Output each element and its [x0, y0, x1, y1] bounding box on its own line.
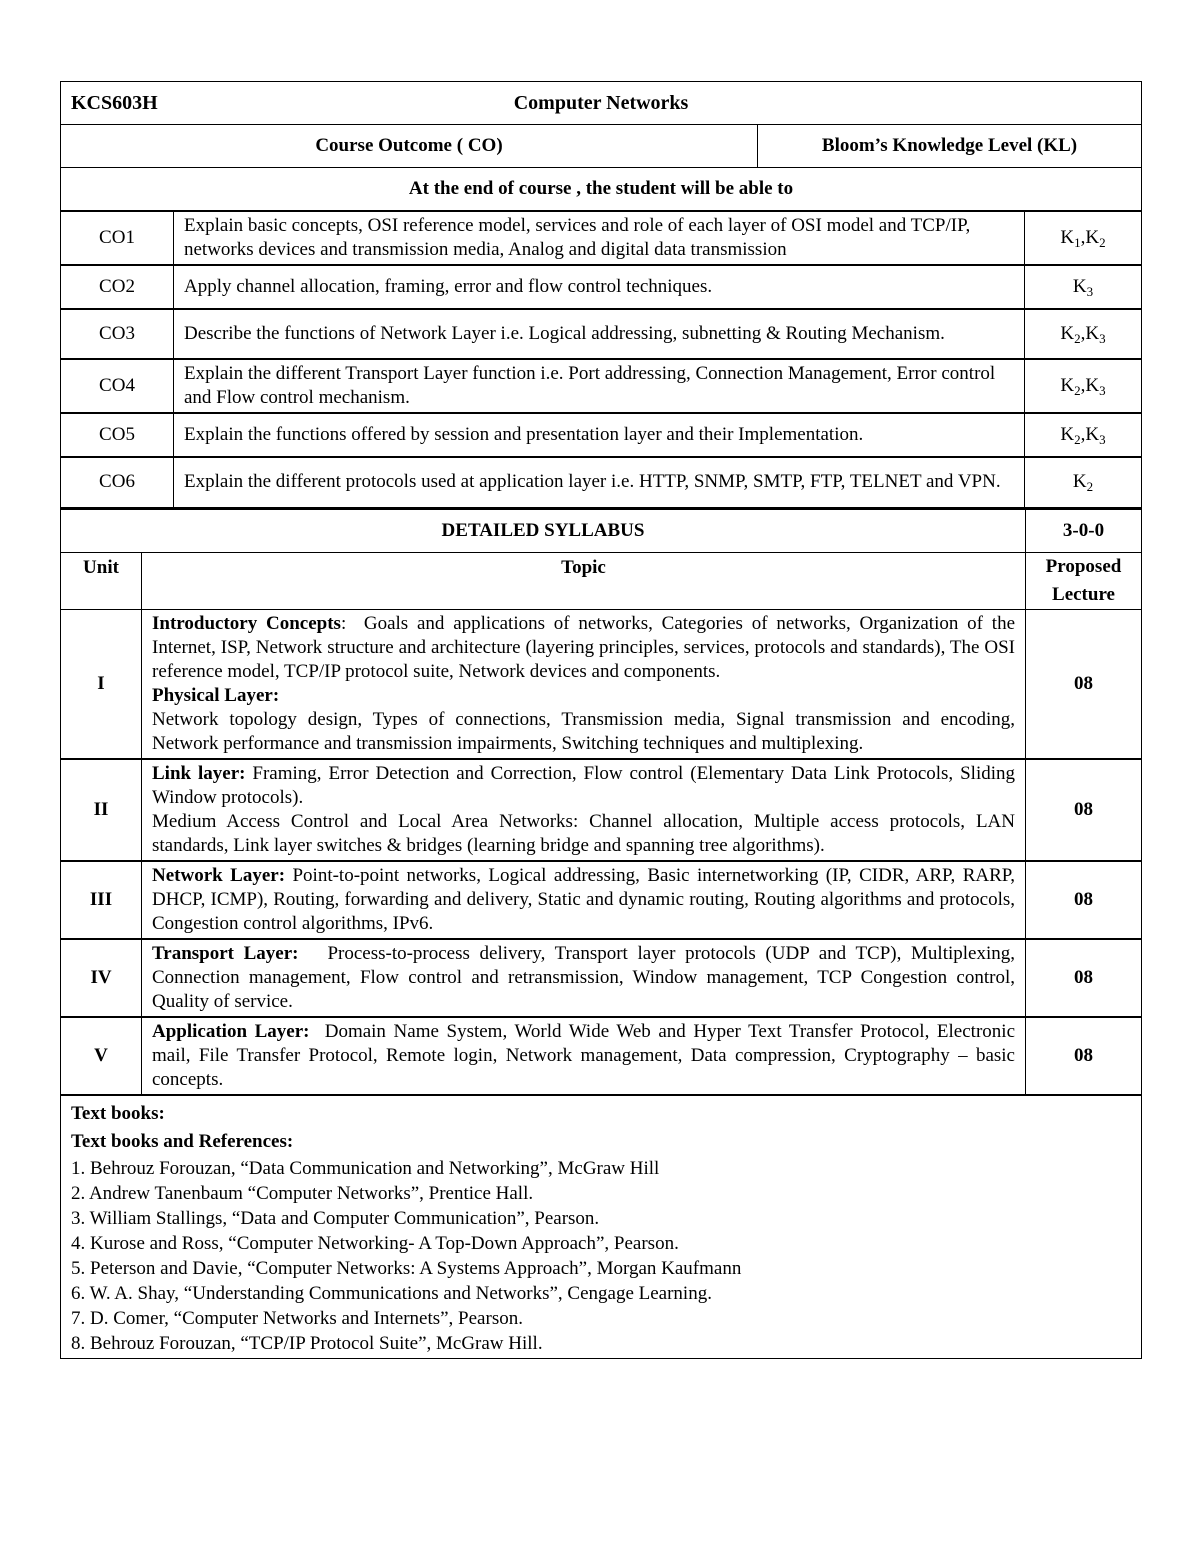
unit-row	[61, 861, 1142, 939]
topic-paragraph: Introductory Concepts: Goals and applications of networks, Categories of networks, Organization of the Internet, ISP, Network structure and architecture (layering principles, services, protocols and standards), The OSI reference model, TCP/IP protocol suite, Network devices and components.	[152, 612, 1015, 682]
kl-level: 2	[1099, 235, 1106, 250]
course-title-row	[61, 82, 1142, 125]
topic-heading: Physical Layer:	[152, 684, 280, 706]
topic-heading: Link layer:	[152, 762, 246, 784]
book-item: 4. Kurose and Ross, “Computer Networking- A Top-Down Approach”, Pearson.	[71, 1232, 679, 1254]
topic-text: Process-to-process delivery, Transport layer protocols (UDP and TCP), Multiplexing, Connection management, Flow control and retransmission, Window management, TCP Congestion control, Quality of service.	[152, 942, 1015, 1012]
co-description: Explain the different Transport Layer function i.e. Port addressing, Connection Management, Error control and Flow control mechanism.	[174, 359, 1025, 413]
books-heading: Text books:	[71, 1102, 165, 1124]
kl-letter: K	[1060, 375, 1075, 396]
co-knowledge-level: $K_2,K_3$	[1025, 359, 1142, 413]
syllabus-ltp: 3-0-0	[1026, 509, 1142, 553]
co-description: Explain basic concepts, OSI reference model, services and role of each layer of OSI model and TCP/IP, networks devices and transmission media, Analog and digital data transmission	[174, 211, 1025, 265]
co-id: CO5	[61, 413, 174, 457]
course-code: KCS603H	[71, 92, 158, 114]
kl-letter: K	[1060, 424, 1075, 445]
unit-lecture-count: 08	[1026, 1017, 1142, 1095]
co-row	[61, 309, 1142, 359]
co-id: CO2	[61, 265, 174, 309]
kl-letter: K	[1085, 227, 1100, 248]
unit-lecture-count: 08	[1026, 759, 1142, 861]
unit-rows	[61, 609, 1142, 1095]
co-row	[61, 359, 1142, 413]
co-row	[61, 265, 1142, 309]
book-item: 6. W. A. Shay, “Understanding Communications and Networks”, Cengage Learning.	[71, 1282, 712, 1304]
topic-heading: Network Layer:	[152, 864, 286, 886]
topic-heading: Transport Layer:	[152, 942, 299, 964]
books-references-heading: Text books and References:	[71, 1130, 294, 1152]
co-knowledge-level: $K_2,K_3$	[1025, 413, 1142, 457]
co-row	[61, 457, 1142, 507]
topic-text: Medium Access Control and Local Area Networks: Channel allocation, Multiple access protocols, LAN standards, Link layer switches & bridges (learning bridge and spanning tree algorithms).	[152, 810, 1015, 856]
intro-text: At the end of course , the student will be able to	[61, 168, 1142, 212]
syllabus-title: DETAILED SYLLABUS	[61, 509, 1026, 553]
book-item: 2. Andrew Tanenbaum “Computer Networks”, Prentice Hall.	[71, 1182, 534, 1204]
co-id: CO3	[61, 309, 174, 359]
co-knowledge-level: $K_2,K_3$	[1025, 309, 1142, 359]
kl-letter: K	[1085, 323, 1100, 344]
co-rows	[61, 211, 1142, 507]
co-id: CO6	[61, 457, 174, 507]
kl-level: 3	[1099, 432, 1106, 447]
kl-level: 2	[1074, 432, 1081, 447]
unit-row	[61, 1017, 1142, 1095]
books-cell	[61, 1095, 1142, 1359]
unit-lecture-count: 08	[1026, 939, 1142, 1017]
kl-letter: K	[1085, 424, 1100, 445]
kl-level: 2	[1074, 331, 1081, 346]
unit-number: III	[61, 861, 142, 939]
kl-letter: K	[1085, 375, 1100, 396]
topic-heading: Application Layer:	[152, 1020, 310, 1042]
kl-letter: K	[1060, 227, 1075, 248]
course-outcome-table	[60, 81, 1142, 508]
unit-row	[61, 609, 1142, 759]
unit-topic	[142, 939, 1026, 1017]
kl-letter: K	[1072, 276, 1087, 297]
co-knowledge-level	[1025, 457, 1142, 507]
book-item: 7. D. Comer, “Computer Networks and Internets”, Pearson.	[71, 1307, 523, 1329]
book-item: 3. William Stallings, “Data and Computer Communication”, Pearson.	[71, 1207, 600, 1229]
unit-number: I	[61, 609, 142, 759]
topic-text: Domain Name System, World Wide Web and Hyper Text Transfer Protocol, Electronic mail, File Transfer Protocol, Remote login, Network management, Data compression, Cryptography – basic concepts.	[152, 1020, 1015, 1090]
kl-level: 3	[1099, 331, 1106, 346]
col-topic: Topic	[142, 552, 1026, 609]
co-description: Explain the different protocols used at application layer i.e. HTTP, SNMP, SMTP, FTP, TELNET and VPN.	[174, 457, 1025, 507]
co-knowledge-level: $K_1,K_2$	[1025, 211, 1142, 265]
topic-text: Framing, Error Detection and Correction, Flow control (Elementary Data Link Protocols, Sliding Window protocols).	[152, 762, 1015, 808]
topic-text: Point-to-point networks, Logical addressing, Basic internetworking (IP, CIDR, ARP, RARP, DHCP, ICMP), Routing, forwarding and delivery, Static and dynamic routing, Routing algorithms and protocols, Congestion control algorithms, IPv6.	[152, 864, 1015, 934]
kl-letter: K	[1072, 471, 1087, 493]
course-title-cell	[61, 82, 1142, 125]
books-list	[71, 1156, 1131, 1356]
unit-topic	[142, 1017, 1026, 1095]
co-row	[61, 413, 1142, 457]
books-row	[61, 1095, 1142, 1359]
topic-paragraph	[152, 762, 1015, 810]
unit-number: II	[61, 759, 142, 861]
topic-text: Goals and applications of networks, Categories of networks, Organization of the Internet, ISP, Network structure and architecture (layering principles, services, protocols and standards), The OSI reference model, TCP/IP protocol suite, Network devices and components.	[152, 612, 1015, 682]
unit-row	[61, 759, 1142, 861]
topic-text: Network topology design, Types of connections, Transmission media, Signal transmission and encoding, Network performance and transmission impairments, Switching techniques and multiplexing.	[152, 708, 1015, 754]
co-knowledge-level	[1025, 265, 1142, 309]
kl-level: 3	[1099, 383, 1106, 398]
kl-level: 1	[1074, 235, 1081, 250]
kl-level: 3	[1086, 284, 1094, 299]
unit-topic	[142, 609, 1026, 759]
topic-paragraph	[152, 864, 1015, 936]
topic-heading: Introductory Concepts	[152, 612, 341, 634]
book-item: 1. Behrouz Forouzan, “Data Communication and Networking”, McGraw Hill	[71, 1157, 660, 1179]
syllabus-sheet	[60, 81, 1141, 1359]
unit-lecture-count: 08	[1026, 609, 1142, 759]
topic-paragraph	[152, 708, 1015, 756]
co-id: CO1	[61, 211, 174, 265]
unit-lecture-count: 08	[1026, 861, 1142, 939]
intro-row	[61, 168, 1142, 212]
kl-level: 2	[1074, 383, 1081, 398]
topic-paragraph	[152, 942, 1015, 1014]
course-title: Computer Networks	[513, 92, 689, 114]
detailed-syllabus-table	[60, 508, 1142, 1359]
topic-paragraph	[152, 1020, 1015, 1092]
syllabus-column-header-row	[61, 552, 1142, 609]
kl-header: Bloom’s Knowledge Level (KL)	[758, 125, 1142, 168]
book-item: 5. Peterson and Davie, “Computer Networks: A Systems Approach”, Morgan Kaufmann	[71, 1257, 742, 1279]
syllabus-title-row	[61, 509, 1142, 553]
unit-row	[61, 939, 1142, 1017]
co-id: CO4	[61, 359, 174, 413]
co-header-row	[61, 125, 1142, 168]
unit-topic	[142, 759, 1026, 861]
unit-topic	[142, 861, 1026, 939]
unit-number: IV	[61, 939, 142, 1017]
kl-letter: K	[1060, 323, 1075, 344]
co-description: Describe the functions of Network Layer i.e. Logical addressing, subnetting & Routing Mechanism.	[174, 309, 1025, 359]
col-lecture: Proposed Lecture	[1026, 552, 1142, 609]
topic-paragraph	[152, 684, 1015, 708]
co-description: Explain the functions offered by session and presentation layer and their Implementation.	[174, 413, 1025, 457]
col-unit: Unit	[61, 552, 142, 609]
topic-paragraph	[152, 810, 1015, 858]
book-item: 8. Behrouz Forouzan, “TCP/IP Protocol Suite”, McGraw Hill.	[71, 1332, 543, 1354]
unit-number: V	[61, 1017, 142, 1095]
co-row	[61, 211, 1142, 265]
co-description: Apply channel allocation, framing, error and flow control techniques.	[174, 265, 1025, 309]
co-header: Course Outcome ( CO)	[61, 125, 758, 168]
kl-level: 2	[1086, 479, 1094, 495]
